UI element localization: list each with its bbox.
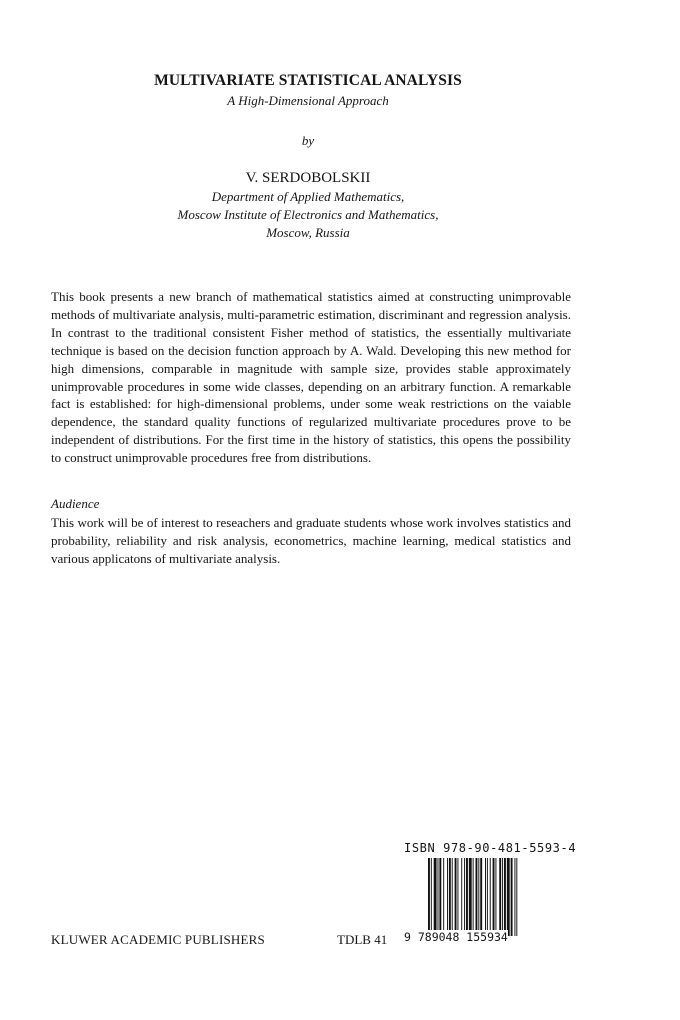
author-name: V. SERDOBOLSKII: [245, 170, 371, 186]
affiliation-department: Department of Applied Mathematics,: [211, 189, 405, 204]
book-subtitle: A High-Dimensional Approach: [227, 93, 389, 108]
book-title: MULTIVARIATE STATISTICAL ANALYSIS: [154, 72, 462, 89]
isbn-label: ISBN 978-90-481-5593-4: [404, 841, 577, 855]
barcode-icon: [428, 858, 560, 936]
barcode-digits: 9 789048 155934: [404, 930, 508, 944]
affiliation-institute: Moscow Institute of Electronics and Mathematics,: [177, 207, 439, 222]
audience-text: This work will be of interest to reseachers and graduate students whose work involves statistics and probability, reliability and risk analysis, econometrics, machine learning, medical statistics and various applicatons of multivariate analysis.: [51, 515, 571, 566]
audience-heading: Audience: [51, 496, 100, 511]
by-line: by: [301, 133, 315, 148]
publisher-name: KLUWER ACADEMIC PUBLISHERS: [51, 932, 265, 947]
book-abstract: This book presents a new branch of mathematical statistics aimed at constructing unimprovable methods of multivariate analysis, multi-parametric estimation, discriminant and regression analysis. In contrast to the traditional consistent Fisher method of statistics, the essentially multivariate technique is based on the decision function approach by A. Wald. Developing this new method for high dimensions, comparable in magnitude with sample size, provides stable approximately unimprovable procedures in some wide classes, depending on an arbitrary function. A remarkable fact is established: for high-dimensional problems, under some weak restrictions on the vaiable dependence, the standard quality functions of regularized multivariate procedures prove to be independent of distributions. For the first time in the history of statistics, this opens the possibility to construct unimprovable procedures free from distributions.: [51, 289, 571, 466]
series-code: TDLB 41: [337, 932, 388, 947]
affiliation-location: Moscow, Russia: [266, 225, 350, 240]
